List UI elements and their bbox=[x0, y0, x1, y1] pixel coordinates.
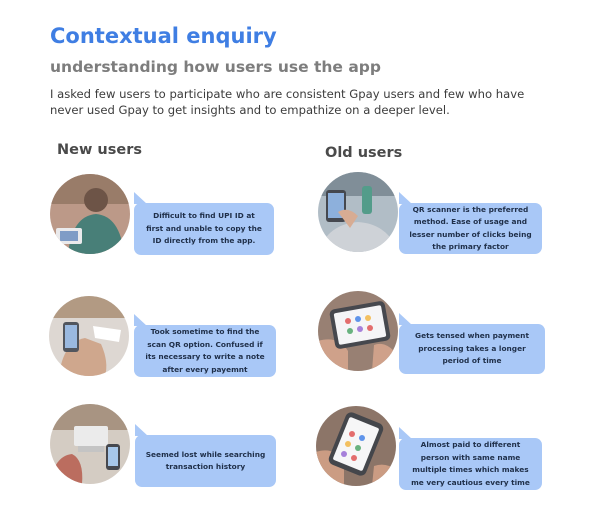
page-title: Contextual enquiry bbox=[50, 24, 277, 48]
user-photo-phone-icon bbox=[318, 172, 398, 252]
quote-bubble: Gets tensed when payment processing takes a longer period of time bbox=[399, 324, 545, 374]
intro-text: I asked few users to participate who are consistent Gpay users and few who have never used Gpay to get insights and to empathize on a deeper level. bbox=[50, 87, 525, 117]
quote-bubble: Difficult to find UPI ID at first and unable to copy the ID directly from the app. bbox=[134, 203, 274, 255]
page-subtitle: understanding how users use the app bbox=[50, 58, 381, 76]
new-users-heading: New users bbox=[57, 142, 142, 158]
user-photo-phone-icon bbox=[50, 174, 130, 254]
user-photo-hands-phone-icon bbox=[49, 296, 129, 376]
quote-bubble: Almost paid to different person with same name multiple times which makes me very cautious every time bbox=[399, 438, 542, 490]
user-photo-desk-phone-icon bbox=[50, 404, 130, 484]
quote-bubble: Took sometime to find the scan QR option. Confused if its necessary to write a note after every payemnt bbox=[134, 325, 276, 377]
quote-bubble: Seemed lost while searching transaction history bbox=[135, 435, 276, 487]
user-photo-app-screen-icon bbox=[318, 291, 398, 371]
user-photo-app-screen-icon bbox=[316, 406, 396, 486]
old-users-heading: Old users bbox=[325, 145, 403, 161]
quote-bubble: QR scanner is the preferred method. Ease of usage and lesser number of clicks being the primary factor bbox=[399, 203, 542, 254]
